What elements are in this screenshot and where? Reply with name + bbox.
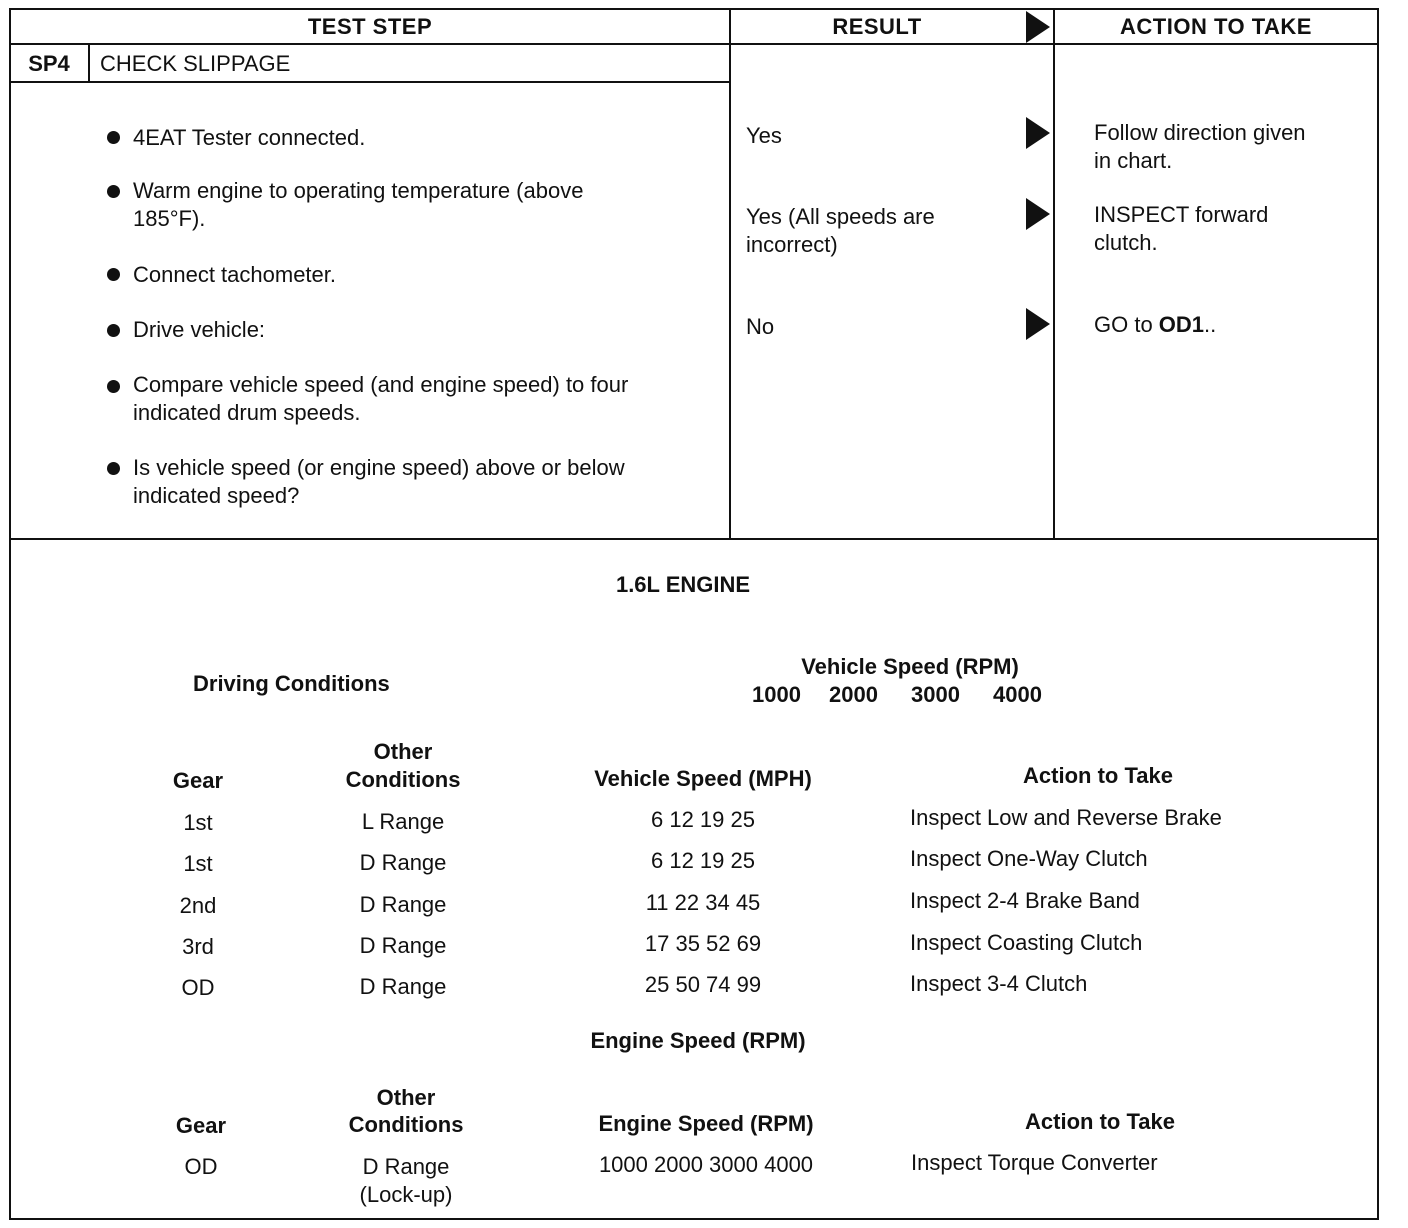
speed-cell: 6 12 19 25 xyxy=(651,848,755,873)
action-text: Follow direction given xyxy=(1094,120,1306,145)
bullet-icon xyxy=(107,462,120,475)
action-cell: Inspect Coasting Clutch xyxy=(910,930,1143,955)
col-conditions-header: Conditions xyxy=(345,767,461,792)
col-other-header: Other xyxy=(373,739,433,764)
action-text: clutch. xyxy=(1094,230,1158,255)
frame-bottom xyxy=(9,1218,1379,1220)
action-cell: Inspect One-Way Clutch xyxy=(910,846,1148,871)
gear-cell: 3rd xyxy=(182,934,214,959)
chart-title: 1.6L ENGINE xyxy=(615,572,751,597)
action-text xyxy=(1094,311,1216,339)
condition-cell: D Range xyxy=(362,1154,450,1179)
step-title: CHECK SLIPPAGE xyxy=(100,51,291,76)
bullet-text: 4EAT Tester connected. xyxy=(133,125,366,150)
col-divider-2 xyxy=(1053,8,1055,539)
condition-cell: (Lock-up) xyxy=(359,1182,453,1207)
header-test-step: TEST STEP xyxy=(307,14,433,39)
bullet-text: Connect tachometer. xyxy=(133,262,337,287)
result-text: No xyxy=(746,314,775,339)
condition-cell: D Range xyxy=(359,933,447,958)
action-suffix: .. xyxy=(1204,312,1217,337)
header-result: RESULT xyxy=(832,14,922,39)
condition-cell: D Range xyxy=(359,974,447,999)
bullet-text: Is vehicle speed (or engine speed) above or below xyxy=(133,455,625,480)
col-divider-1 xyxy=(729,8,731,539)
engine-speed-title: Engine Speed (RPM) xyxy=(590,1028,806,1053)
rpm-value: 3000 xyxy=(911,682,960,707)
col-conditions-header: Conditions xyxy=(348,1112,464,1137)
gear-cell: OD xyxy=(184,1154,218,1179)
action-cell: Inspect 3-4 Clutch xyxy=(910,971,1088,996)
bullet-icon xyxy=(107,185,120,198)
result-arrow-icon xyxy=(1026,308,1050,340)
action-cell: Inspect Low and Reverse Brake xyxy=(910,805,1222,830)
condition-cell: L Range xyxy=(361,809,445,834)
speed-cell: 1000 2000 3000 4000 xyxy=(598,1152,814,1177)
rpm-value: 2000 xyxy=(829,682,878,707)
gear-cell: 1st xyxy=(183,851,213,876)
bullet-icon xyxy=(107,324,120,337)
header-arrow-icon xyxy=(1026,11,1050,43)
result-arrow-icon xyxy=(1026,198,1050,230)
bullet-icon xyxy=(107,131,120,144)
action-prefix: GO to xyxy=(1094,312,1159,337)
action-cell: Inspect 2-4 Brake Band xyxy=(910,888,1140,913)
result-text: Yes (All speeds are xyxy=(746,204,935,229)
bullet-text: 185°F). xyxy=(133,206,206,231)
header-action: ACTION TO TAKE xyxy=(1120,14,1312,39)
result-text: Yes xyxy=(746,123,782,148)
gear-cell: 1st xyxy=(183,810,213,835)
action-step-ref: OD1 xyxy=(1158,312,1205,337)
bullet-icon xyxy=(107,380,120,393)
col-engine-speed-header: Engine Speed (RPM) xyxy=(598,1111,814,1136)
frame-right xyxy=(1377,8,1379,1220)
bullet-text: indicated drum speeds. xyxy=(133,400,361,425)
col-action-header: Action to Take xyxy=(1023,763,1173,788)
col-other-header: Other xyxy=(376,1085,436,1110)
col-gear-header: Gear xyxy=(172,768,224,793)
col-gear-header: Gear xyxy=(175,1113,227,1138)
speed-cell: 17 35 52 69 xyxy=(644,931,762,956)
rpm-value: 1000 xyxy=(752,682,801,707)
bullet-text: Compare vehicle speed (and engine speed) to four xyxy=(133,372,629,397)
step-id: SP4 xyxy=(28,51,70,76)
col-action-header: Action to Take xyxy=(1025,1109,1175,1134)
result-text: incorrect) xyxy=(746,232,838,257)
action-text: INSPECT forward xyxy=(1094,202,1269,227)
col-vehicle-speed-header: Vehicle Speed (MPH) xyxy=(594,766,812,791)
action-text: in chart. xyxy=(1094,148,1173,173)
step-title-rule xyxy=(10,81,730,83)
driving-conditions-label: Driving Conditions xyxy=(193,671,390,696)
bullet-icon xyxy=(107,268,120,281)
rpm-value: 4000 xyxy=(993,682,1042,707)
gear-cell: OD xyxy=(181,975,215,1000)
vehicle-speed-rpm-label: Vehicle Speed (RPM) xyxy=(801,654,1019,679)
result-arrow-icon xyxy=(1026,117,1050,149)
bullet-text: Warm engine to operating temperature (above xyxy=(133,178,584,203)
bullet-text: Drive vehicle: xyxy=(133,317,266,342)
speed-cell: 25 50 74 99 xyxy=(644,972,762,997)
condition-cell: D Range xyxy=(359,892,447,917)
gear-cell: 2nd xyxy=(179,893,217,918)
frame-left xyxy=(9,8,11,1220)
section-rule xyxy=(10,538,1378,540)
condition-cell: D Range xyxy=(359,850,447,875)
speed-cell: 6 12 19 25 xyxy=(651,807,755,832)
sp4-divider xyxy=(88,45,90,82)
action-cell: Inspect Torque Converter xyxy=(911,1150,1158,1175)
speed-cell: 11 22 34 45 xyxy=(645,890,761,915)
bullet-text: indicated speed? xyxy=(133,483,300,508)
